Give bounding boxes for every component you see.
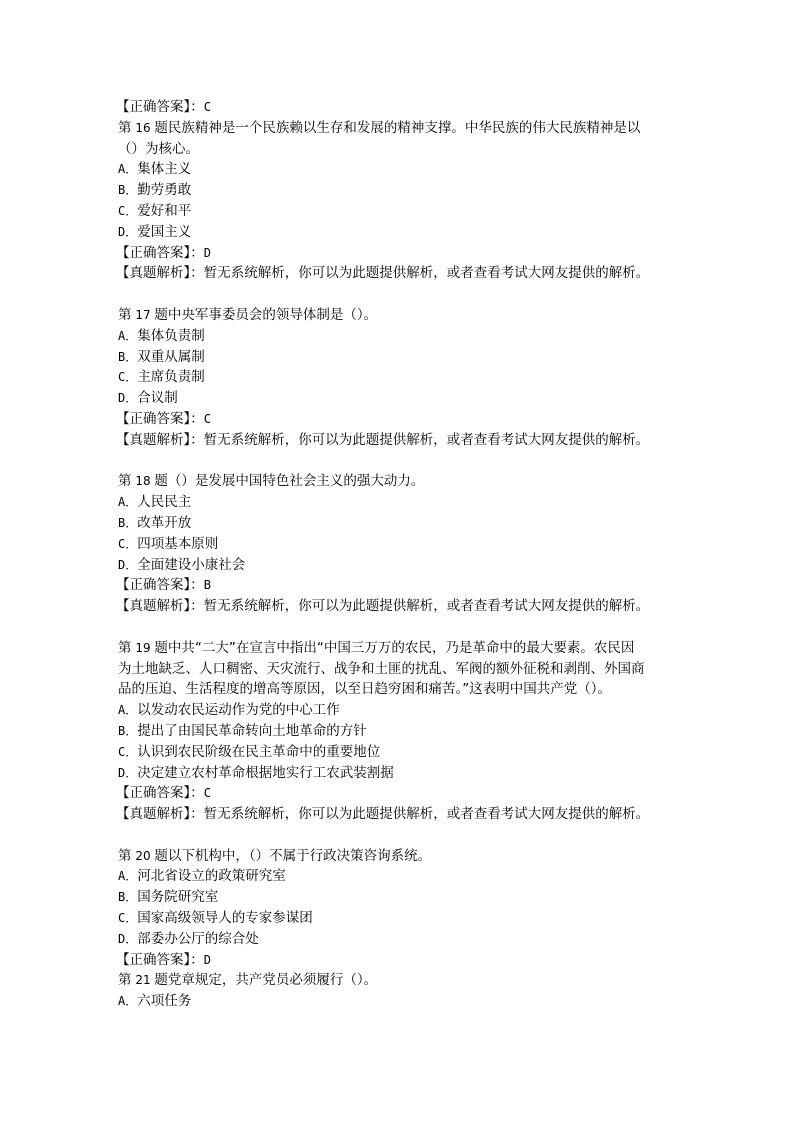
option-letter: B． — [118, 183, 138, 198]
option-text: 合议制 — [137, 390, 178, 407]
option-text: 爱好和平 — [137, 202, 192, 219]
option-text: 四项基本原则 — [137, 535, 219, 552]
question-text: （）是发展中国特色社会主义的强大动力。 — [167, 473, 425, 490]
question-prefix: 第 — [118, 306, 132, 323]
option-letter: C． — [118, 744, 138, 759]
answer-line — [118, 950, 688, 971]
answer-line — [118, 243, 688, 264]
option-text: 以发动农民运动作为党的中心工作 — [137, 702, 340, 719]
spacer — [118, 451, 688, 472]
question-19 — [118, 638, 688, 825]
option-letter: A． — [118, 703, 138, 718]
analysis-text: 暂无系统解析，你可以为此题提供解析，或者查看考试大网友提供的解析。 — [203, 598, 650, 615]
question-suffix: 题 — [154, 847, 168, 864]
option-d — [118, 555, 688, 576]
question-stem — [118, 118, 688, 139]
option-letter: B． — [118, 890, 138, 905]
question-text: 品的压迫、生活程度的增高等原因，以至日趋穷困和痛苦。”这表明中国共产党（）。 — [118, 681, 611, 698]
answer-label: 【正确答案】： — [116, 244, 204, 261]
option-letter: C． — [118, 911, 138, 926]
answer-value: C — [203, 100, 211, 114]
option-b — [118, 721, 688, 742]
option-letter: B． — [118, 349, 138, 364]
option-text: 六项任务 — [137, 993, 192, 1010]
option-letter: C． — [118, 536, 138, 551]
analysis-text: 暂无系统解析，你可以为此题提供解析，或者查看考试大网友提供的解析。 — [203, 806, 650, 823]
option-a — [118, 700, 688, 721]
spacer — [118, 284, 688, 305]
question-number: 20 — [131, 848, 155, 863]
option-b — [118, 347, 688, 368]
option-a — [118, 492, 688, 513]
question-stem — [118, 638, 688, 659]
question-20 — [118, 846, 688, 971]
answer-label: 【正确答案】： — [116, 951, 204, 968]
analysis-label: 【真题解析】： — [116, 431, 204, 448]
question-stem — [118, 970, 688, 991]
option-letter: A． — [118, 328, 138, 343]
answer-value: C — [203, 786, 211, 801]
option-letter: A． — [118, 495, 138, 510]
spacer — [118, 617, 688, 638]
option-b — [118, 513, 688, 534]
prev-answer-line — [118, 97, 688, 118]
answer-value: C — [203, 411, 211, 426]
question-text: 中共“二大”在宣言中指出“中国三万万的农民，乃是革命中的最大要素。农民因 — [167, 639, 635, 656]
answer-line — [118, 409, 688, 430]
question-prefix: 第 — [118, 119, 132, 136]
option-text: 勤劳勇敢 — [137, 182, 192, 199]
option-b — [118, 887, 688, 908]
option-letter: D． — [118, 391, 138, 406]
question-prefix: 第 — [118, 473, 132, 490]
question-16 — [118, 118, 688, 284]
option-a — [118, 159, 688, 180]
question-prefix: 第 — [118, 639, 132, 656]
answer-label: 【正确答案】： — [116, 785, 204, 802]
option-letter: D． — [118, 765, 138, 780]
option-text: 国务院研究室 — [137, 889, 219, 906]
question-number: 18 — [131, 474, 155, 489]
question-number: 21 — [131, 973, 155, 988]
option-a — [118, 991, 688, 1012]
question-number: 16 — [131, 120, 155, 135]
option-text: 提出了由国民革命转向土地革命的方针 — [137, 722, 367, 739]
option-letter: D． — [118, 931, 138, 946]
analysis-label: 【真题解析】： — [116, 806, 204, 823]
question-suffix: 题 — [154, 473, 168, 490]
analysis-label: 【真题解析】： — [116, 265, 204, 282]
question-text: 民族精神是一个民族赖以生存和发展的精神支撑。中华民族的伟大民族精神是以 — [167, 119, 641, 136]
answer-value: B — [203, 578, 211, 593]
option-text: 认识到农民阶级在民主革命中的重要地位 — [137, 743, 381, 760]
option-c — [118, 742, 688, 763]
analysis-line — [118, 596, 688, 617]
question-suffix: 题 — [154, 119, 168, 136]
question-suffix: 题 — [154, 639, 168, 656]
analysis-label: 【真题解析】： — [116, 598, 204, 615]
option-c — [118, 534, 688, 555]
question-number: 19 — [131, 640, 155, 655]
option-text: 爱国主义 — [137, 223, 192, 240]
answer-label: 【正确答案】： — [116, 99, 204, 115]
question-number: 17 — [131, 307, 155, 322]
option-letter: C． — [118, 370, 138, 385]
option-d — [118, 388, 688, 409]
option-text: 河北省设立的政策研究室 — [137, 868, 286, 885]
answer-line — [118, 575, 688, 596]
option-text: 双重从属制 — [137, 348, 205, 365]
analysis-text: 暂无系统解析，你可以为此题提供解析，或者查看考试大网友提供的解析。 — [203, 431, 650, 448]
option-text: 集体负责制 — [137, 327, 205, 344]
question-stem-cont — [118, 139, 688, 160]
question-suffix: 题 — [154, 306, 168, 323]
answer-value: D — [203, 952, 211, 967]
option-d — [118, 929, 688, 950]
analysis-line — [118, 430, 688, 451]
option-letter: D． — [118, 224, 138, 239]
question-suffix: 题 — [154, 972, 168, 989]
question-text: 党章规定，共产党员必须履行（）。 — [167, 972, 378, 989]
option-letter: D． — [118, 557, 138, 572]
question-21 — [118, 970, 688, 1012]
question-stem — [118, 471, 688, 492]
option-letter: A． — [118, 869, 138, 884]
question-text: 为土地缺乏、人口稠密、天灾流行、战争和土匪的扰乱、军阀的额外征税和剥削、外国商 — [118, 660, 645, 677]
question-prefix: 第 — [118, 847, 132, 864]
option-letter: B． — [118, 723, 138, 738]
option-letter: A． — [118, 162, 138, 177]
option-b — [118, 180, 688, 201]
question-17 — [118, 305, 688, 451]
option-c — [118, 367, 688, 388]
answer-value: D — [203, 245, 211, 260]
option-a — [118, 866, 688, 887]
option-text: 主席负责制 — [137, 369, 205, 386]
option-d — [118, 763, 688, 784]
answer-label: 【正确答案】： — [116, 410, 204, 427]
question-stem-cont — [118, 679, 688, 700]
question-stem-cont — [118, 659, 688, 680]
option-c — [118, 908, 688, 929]
analysis-line — [118, 263, 688, 284]
question-18 — [118, 471, 688, 617]
analysis-text: 暂无系统解析，你可以为此题提供解析，或者查看考试大网友提供的解析。 — [203, 265, 650, 282]
question-stem — [118, 846, 688, 867]
spacer — [118, 825, 688, 846]
answer-label: 【正确答案】： — [116, 577, 204, 594]
option-text: 决定建立农村革命根据地实行工农武装割据 — [137, 764, 394, 781]
answer-line — [118, 783, 688, 804]
question-stem — [118, 305, 688, 326]
option-a — [118, 326, 688, 347]
question-text: （）为核心。 — [118, 140, 199, 157]
option-letter: B． — [118, 515, 138, 530]
option-c — [118, 201, 688, 222]
option-text: 全面建设小康社会 — [137, 556, 246, 573]
option-text: 改革开放 — [137, 514, 192, 531]
question-text: 以下机构中，（）不属于行政决策咨询系统。 — [167, 847, 432, 864]
option-text: 集体主义 — [137, 161, 192, 178]
option-d — [118, 222, 688, 243]
document-page — [118, 97, 688, 1012]
analysis-line — [118, 804, 688, 825]
option-letter: A． — [118, 994, 138, 1009]
option-letter: C． — [118, 203, 138, 218]
question-text: 中央军事委员会的领导体制是（）。 — [167, 306, 378, 323]
option-text: 部委办公厅的综合处 — [137, 930, 259, 947]
option-text: 人民民主 — [137, 494, 192, 511]
question-prefix: 第 — [118, 972, 132, 989]
option-text: 国家高级领导人的专家参谋团 — [137, 910, 313, 927]
